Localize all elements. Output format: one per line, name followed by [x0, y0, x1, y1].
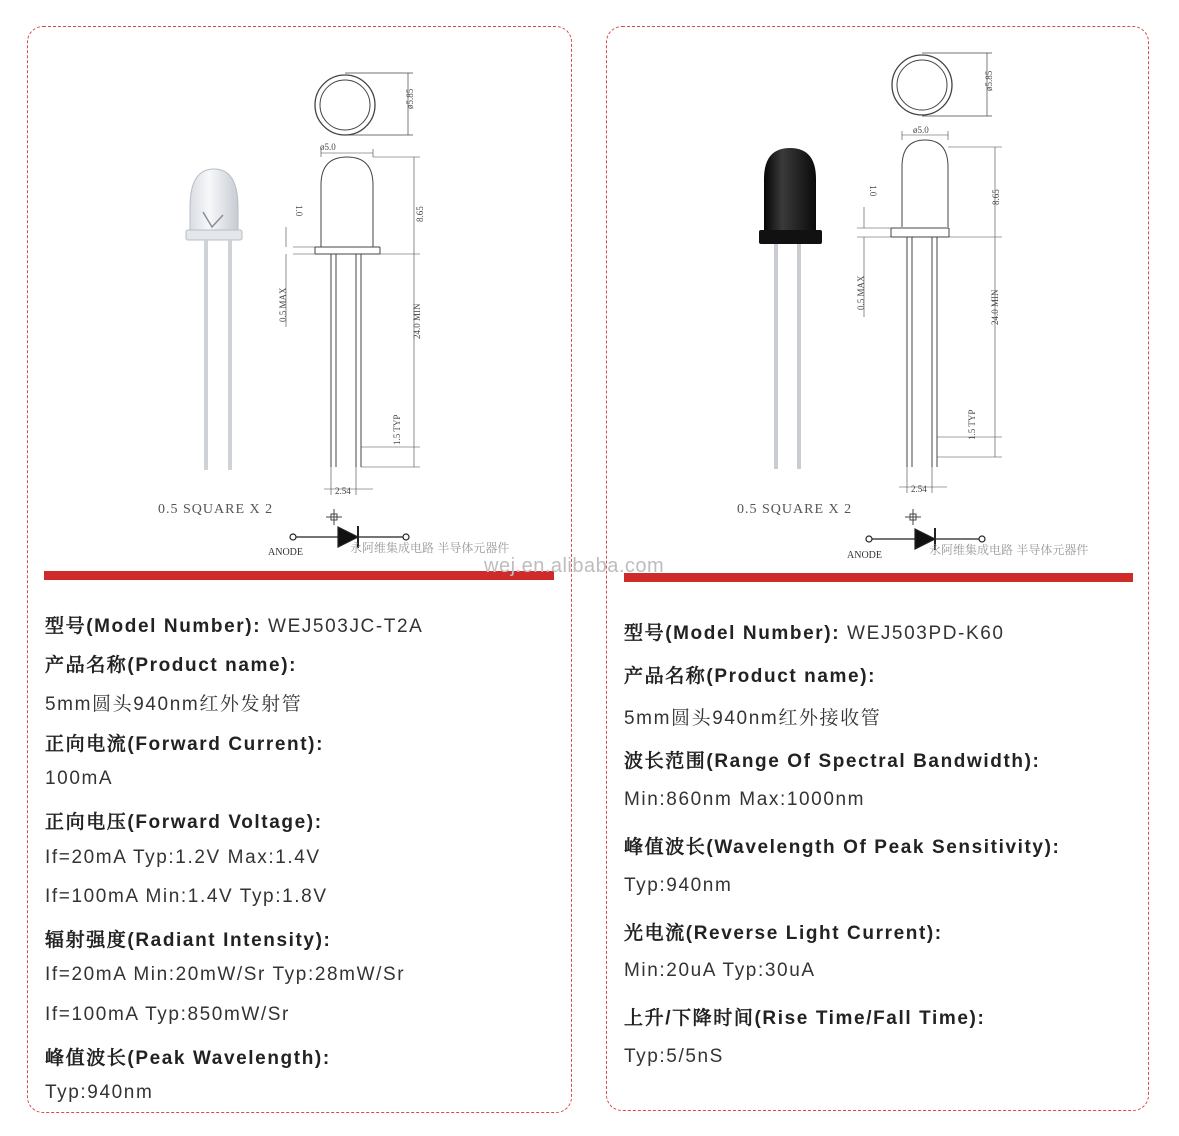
- dim-10-label: 1.0: [868, 185, 878, 197]
- dim-254-label: 2.54: [911, 484, 927, 494]
- model-label: 型号(Model Number):: [45, 616, 262, 637]
- forward-voltage-value-1: If=20mA Typ:1.2V Max:1.4V: [45, 847, 321, 868]
- peak-wavelength-value: Typ:940nm: [45, 1082, 154, 1103]
- product-value: 5mm圆头940nm红外接收管: [624, 708, 882, 729]
- right-product-card: [606, 26, 1149, 1111]
- anode-label: ANODE: [268, 547, 303, 558]
- anode-label: ANODE: [847, 550, 882, 561]
- dim-865-label: 8.65: [991, 189, 1001, 205]
- dim-865-label: 8.65: [415, 206, 425, 222]
- dim-254-label: 2.54: [335, 486, 351, 496]
- forward-voltage-label: 正向电压(Forward Voltage):: [45, 812, 323, 833]
- light-current-value: Min:20uA Typ:30uA: [624, 960, 816, 981]
- pad-label: 0.5 SQUARE X 2: [158, 502, 274, 517]
- red-divider: [624, 573, 1133, 582]
- radiant-intensity-value-1: If=20mA Min:20mW/Sr Typ:28mW/Sr: [45, 964, 406, 985]
- pad-crosshair-icon: [905, 509, 921, 525]
- dim-15-label: 1.5 TYP: [392, 414, 402, 445]
- rise-fall-time-value: Typ:5/5nS: [624, 1046, 724, 1067]
- dim-05-label: 0.5 MAX: [278, 287, 288, 322]
- black-led-photo: [759, 148, 822, 469]
- forward-voltage-value-2: If=100mA Min:1.4V Typ:1.8V: [45, 886, 328, 907]
- peak-wavelength-label: 峰值波长(Peak Wavelength):: [45, 1048, 331, 1069]
- product-label: 产品名称(Product name):: [45, 655, 298, 676]
- dim-05-label: 0.5 MAX: [856, 275, 866, 310]
- dim-585-label: ø5.85: [405, 88, 415, 109]
- model-row: [45, 611, 423, 638]
- pad-crosshair-icon: [326, 509, 342, 525]
- dim-240-label: 24.0 MIN: [412, 303, 422, 339]
- spectral-range-label: 波长范围(Range Of Spectral Bandwidth):: [624, 751, 1041, 772]
- model-label: 型号(Model Number):: [624, 623, 841, 644]
- peak-sensitivity-label: 峰值波长(Wavelength Of Peak Sensitivity):: [624, 837, 1061, 858]
- site-watermark: wej.en.alibaba.com: [484, 555, 665, 577]
- forward-current-value: 100mA: [45, 768, 114, 789]
- dim-50-label: ø5.0: [913, 125, 929, 135]
- forward-current-label: 正向电流(Forward Current):: [45, 734, 325, 755]
- company-watermark: 永阿维集成电路 半导体元器件: [929, 543, 1089, 557]
- top-view-drawing: [892, 53, 992, 116]
- top-view-drawing: [315, 73, 413, 135]
- model-row: [624, 618, 1005, 645]
- receiver-dimension-drawing: [607, 27, 1148, 587]
- peak-sensitivity-value: Typ:940nm: [624, 875, 733, 896]
- product-value: 5mm圆头940nm红外发射管: [45, 694, 303, 715]
- dim-15-label: 1.5 TYP: [967, 409, 977, 440]
- pad-label: 0.5 SQUARE X 2: [737, 502, 853, 517]
- dim-10-label: 1.0: [294, 205, 304, 217]
- dim-240-label: 24.0 MIN: [990, 289, 1000, 325]
- radiant-intensity-label: 辐射强度(Radiant Intensity):: [45, 930, 332, 951]
- rise-fall-time-label: 上升/下降时间(Rise Time/Fall Time):: [624, 1008, 986, 1029]
- spectral-range-value: Min:860nm Max:1000nm: [624, 789, 866, 810]
- emitter-dimension-drawing: [28, 27, 571, 587]
- radiant-intensity-value-2: If=100mA Typ:850mW/Sr: [45, 1004, 290, 1025]
- product-label: 产品名称(Product name):: [624, 666, 877, 687]
- dim-585-label: ø5.85: [984, 70, 994, 91]
- model-value: WEJ503JC-T2A: [268, 616, 424, 637]
- dim-50-label: ø5.0: [320, 142, 336, 152]
- clear-led-photo: [186, 169, 242, 470]
- light-current-label: 光电流(Reverse Light Current):: [624, 923, 943, 944]
- red-divider: [44, 571, 554, 580]
- model-value: WEJ503PD-K60: [847, 623, 1005, 644]
- company-watermark: 永阿维集成电路 半导体元器件: [350, 541, 510, 555]
